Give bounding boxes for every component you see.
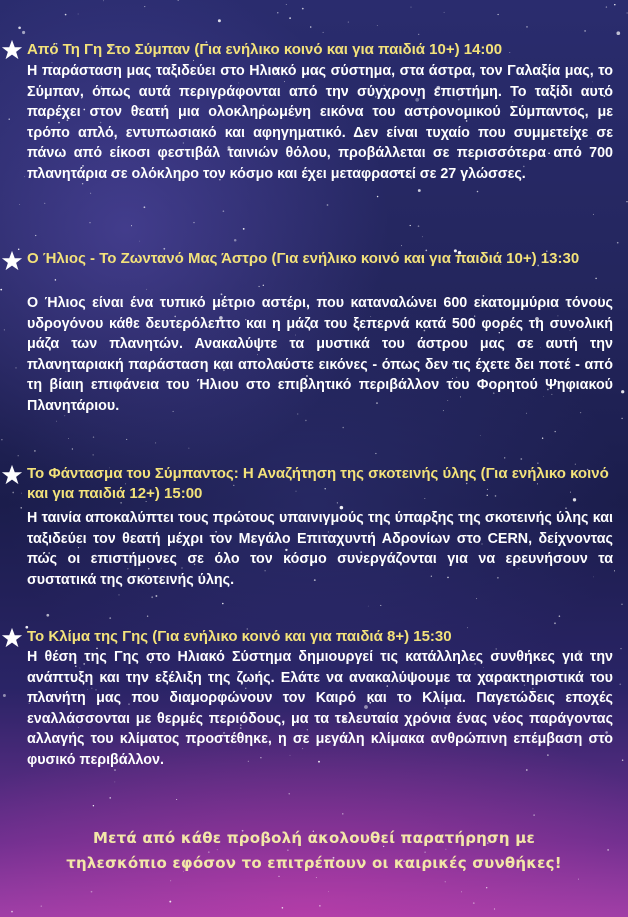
background-star (486, 887, 487, 888)
background-star (144, 6, 145, 7)
background-star (189, 448, 190, 449)
background-star (323, 32, 324, 33)
background-star (498, 14, 499, 15)
background-star (56, 421, 57, 422)
background-star (234, 239, 237, 242)
background-star (0, 289, 2, 291)
background-star (342, 813, 343, 814)
background-star (119, 594, 120, 595)
background-star (621, 603, 623, 605)
background-star (554, 622, 556, 624)
background-star (554, 431, 555, 432)
show-description: Ο Ήλιος είναι ένα τυπικό μέτριο αστέρι, που καταναλώνει 600 εκατομμύρια τόνους υδρογόνου κάθε δευτερόλεπτο και η μάζα του ξεπερνά κατά 500 φορές τη συνολική μάζα των πλανητών. Ανακαλύψτε τα μυστικά του άστρου μας σε αυτή την πλανηταριακή παράσταση και απολαύστε εικόνες - όπως δεν τις έχετε δει ποτέ - από τη βίαιη επιφάνεια του Ήλιου στο επιβλητικό περιβάλλον του Φορητού Ψηφιακού Πλανητάριου. (27, 295, 613, 414)
background-star (19, 204, 20, 205)
background-star (44, 203, 45, 204)
background-star (473, 902, 475, 904)
background-star (170, 880, 171, 881)
background-star (620, 648, 621, 649)
background-star (494, 908, 495, 909)
background-star (243, 228, 245, 230)
background-star (377, 196, 379, 198)
background-star (126, 439, 127, 440)
background-star (18, 455, 19, 456)
background-star (34, 450, 36, 452)
background-star (328, 891, 329, 892)
observation-note (0, 826, 628, 876)
background-star (4, 329, 5, 330)
background-star (619, 684, 621, 686)
background-star (542, 438, 543, 439)
background-star (380, 605, 381, 606)
background-star (223, 210, 225, 212)
background-star (348, 22, 349, 23)
background-star (316, 877, 317, 878)
background-star (614, 570, 615, 571)
background-star (504, 457, 505, 458)
background-star (533, 814, 535, 816)
background-star (476, 598, 477, 599)
background-star (302, 8, 304, 10)
background-star (578, 879, 579, 880)
background-star (3, 694, 6, 697)
show-title: Από Τη Γη Στο Σύμπαν (Για ενήλικο κοινό και για παιδιά 10+) 14:00 (27, 41, 503, 58)
background-star (617, 242, 619, 244)
background-star (375, 453, 376, 454)
background-star (41, 906, 42, 907)
background-star (93, 436, 94, 437)
background-star (155, 442, 156, 443)
background-star (12, 492, 14, 494)
background-star (109, 617, 111, 619)
background-star (218, 19, 221, 22)
background-star (72, 448, 73, 449)
background-star (263, 285, 264, 286)
background-star (411, 7, 412, 8)
background-star (18, 26, 21, 29)
background-star (286, 4, 287, 5)
background-star (93, 454, 94, 455)
show-description: Η ταινία αποκαλύπτει τους πρώτους υπαινιγμούς της ύπαρξης της σκοτεινής ύλης και ταξιδεύει τον θεατή μέχρι τον Μεγάλο Επιταχυντή Αδρονίων στο CERN, δείχνοντας πώς οι επιστήμονες σε όλο τον κόσμο συνεργάζονται για να ερευνήσουν τα συστατικά της σκοτεινής ύλης. (27, 510, 613, 588)
background-star (65, 14, 67, 16)
background-star (144, 206, 146, 208)
background-star (147, 616, 148, 617)
background-star (20, 507, 21, 508)
background-star (139, 241, 140, 242)
background-star (520, 458, 522, 460)
background-star (90, 193, 91, 194)
background-star (24, 176, 25, 177)
background-star (305, 420, 306, 421)
background-star (461, 892, 462, 893)
background-star (151, 596, 153, 598)
show-description: Η παράσταση μας ταξιδεύει στο Ηλιακό μας σύστημα, στα άστρα, τον Γαλαξία μας, το Σύμπαν, όπως αυτά περιγράφονται από την σύγχρονη επιστήμη. Το ταξίδι αυτό παρέχει στον θεατή μια ολοκληρωμένη εικόνα του αστρονομικού Σύμπαντος, με τρόπο απλό, εντυπωσιακό και αφηγηματικό. Δεν είναι τυχαίο που συμμετείχε σε πάνω από είκοσι φεστιβάλ ταινιών θόλου, προβάλλεται σε περισσότερα από 700 πλανητάρια σε ολόκληρο τον κόσμο και έχει μεταφραστεί σε 27 γλώσσες. (27, 63, 613, 182)
background-star (593, 214, 594, 215)
background-star (626, 201, 627, 202)
background-star (377, 25, 378, 26)
background-star (401, 245, 402, 246)
show-description: Η θέση της Γης στο Ηλιακό Σύστημα δημιουργεί τις κατάλληλες συνθήκες για την ανάπτυξη και την εξέλιξη της ζωής. Ελάτε να ανακαλύψουμε τα χαρακτηριστικά του πλανήτη μας που διαμορφώνουν τον Καιρό και το Κλίμα. Παγετώδεις εποχές εναλλάσσονται με θερμές περιόδους, μα τα τελευταία χρόνια ένας νέος παράγοντας αλλαγής του κλίματος προστέθηκε, η σε μεγάλη κλίμακα ανθρώπινη επέμβαση στο φυσικό περιβάλλον. (27, 649, 613, 768)
background-star (480, 435, 481, 436)
background-star (222, 603, 224, 605)
background-star (16, 367, 17, 368)
background-star (91, 891, 93, 893)
background-star (418, 189, 421, 192)
background-star (193, 222, 194, 223)
background-star (155, 595, 157, 597)
observation-note-line: τηλεσκόπιο εφόσον το επιτρέπουν οι καιρικές συνθήκες! (66, 854, 562, 872)
show-title: Ο Ήλιος - Το Ζωντανό Μας Άστρο (Για ενήλικο κοινό και για παιδιά 10+) 13:30 (27, 250, 580, 267)
background-star (526, 26, 527, 27)
background-star (444, 12, 445, 13)
star-icon (1, 250, 23, 272)
background-star (621, 418, 622, 419)
background-star (146, 289, 147, 290)
background-star (103, 0, 104, 1)
background-star (114, 781, 115, 782)
background-star (319, 905, 320, 906)
background-star (78, 14, 79, 15)
background-star (342, 427, 344, 429)
background-star (21, 493, 22, 494)
background-star (477, 191, 479, 193)
background-star (46, 614, 49, 617)
star-icon (1, 39, 23, 61)
background-star (327, 204, 329, 206)
show-title: Το Φάντασμα του Σύμπαντος: Η Αναζήτηση της σκοτεινής ύλης (Για ενήλικο κοινό και για παιδιά 12+) 15:00 (27, 465, 609, 502)
background-star (282, 907, 284, 909)
background-star (176, 799, 177, 800)
background-star (418, 225, 420, 227)
background-star (614, 4, 615, 5)
background-star (9, 119, 10, 120)
background-star (89, 222, 90, 223)
background-star (584, 30, 586, 32)
background-star (445, 881, 446, 882)
background-star (616, 31, 620, 35)
background-star (258, 286, 259, 287)
star-icon (1, 627, 23, 649)
background-star (621, 390, 624, 393)
show-title: Το Κλίμα της Γης (Για ενήλικο κοινό και για παιδιά 8+) 15:30 (27, 628, 452, 645)
background-star (131, 225, 132, 226)
background-star (277, 12, 278, 13)
background-star (310, 26, 312, 28)
background-star (410, 225, 411, 226)
background-star (289, 793, 290, 794)
star-icon (1, 464, 23, 486)
background-star (627, 13, 628, 14)
background-star (55, 279, 57, 281)
background-star (606, 6, 607, 7)
background-star (559, 615, 561, 617)
background-star (418, 34, 419, 35)
background-star (595, 278, 597, 280)
background-star (422, 236, 423, 237)
background-star (289, 17, 291, 19)
background-star (93, 805, 94, 806)
background-star (22, 31, 25, 34)
background-star (1, 439, 2, 440)
background-star (109, 797, 111, 799)
background-star (35, 235, 36, 236)
background-star (68, 438, 69, 439)
background-star (169, 901, 171, 903)
background-star (11, 911, 13, 913)
observation-note-line: Μετά από κάθε προβολή ακολουθεί παρατήρηση με (92, 829, 536, 847)
background-star (622, 760, 623, 761)
background-star (368, 606, 369, 607)
background-star (177, 0, 179, 1)
